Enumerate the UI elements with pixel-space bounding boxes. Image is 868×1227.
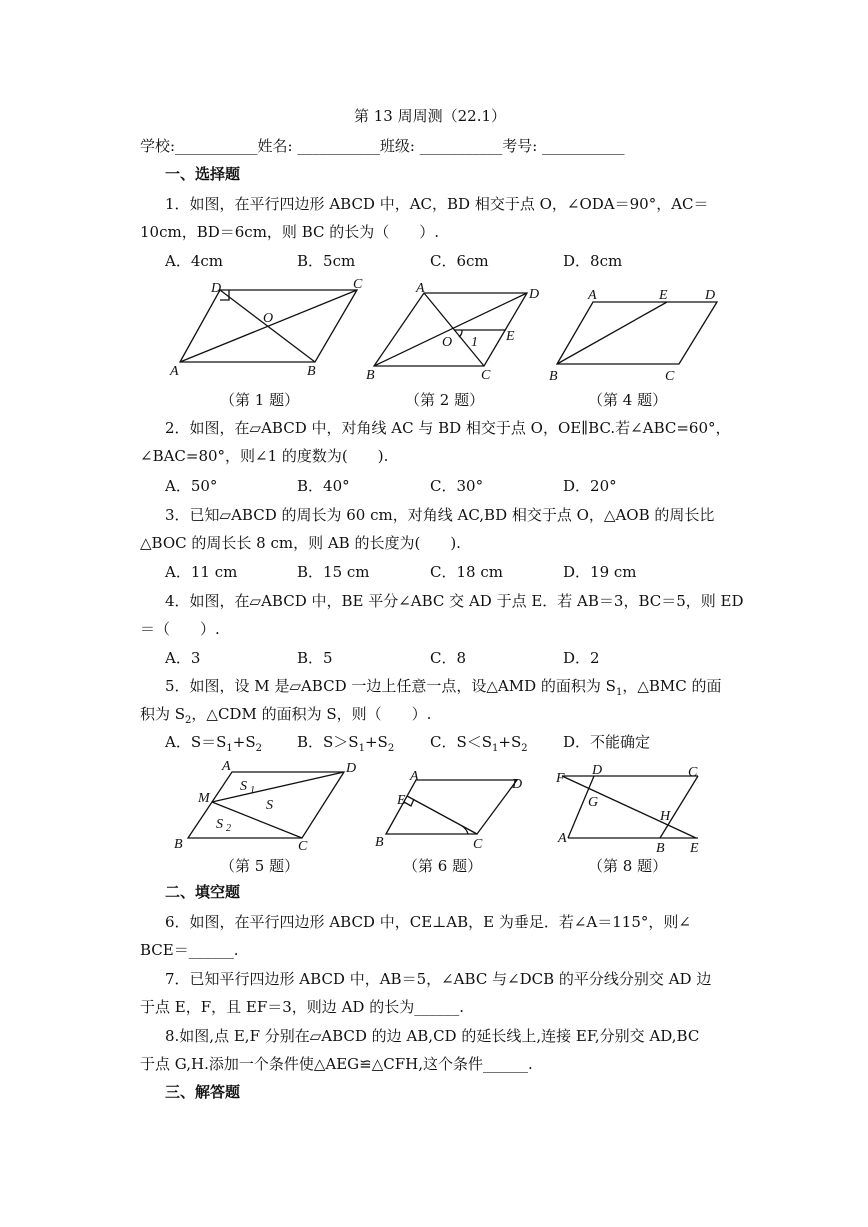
fig5-label-s2-sub: 2 [226,823,231,834]
q5-option-d: D．不能确定 [563,733,651,751]
fig5-label-d: D [346,761,357,776]
fig8-caption: （第 8 题） [588,857,668,875]
fig1-label-a: A [170,364,179,379]
q5-opt-c-sub1: 1 [492,743,499,754]
q5-opt-b-sub1: 1 [358,743,365,754]
fig6-caption: （第 6 题） [403,857,483,875]
q3-line2: △BOC 的周长长 8 cm，则 AB 的长度为( ). [140,534,461,552]
q5-line2-b: ，△CDM 的面积为 S，则（ ）. [191,705,432,723]
q6-line1: 6．如图，在平行四边形 ABCD 中，CE⊥AB，E 为垂足．若∠A＝115°，则∠ [165,913,691,931]
q5-opt-a-sub1: 1 [226,743,233,754]
fig8-label-f: F [556,771,565,786]
q3-option-b: B．15 cm [297,563,370,581]
q3-option-a: A．11 cm [165,563,238,581]
fig2-caption: （第 2 题） [405,391,485,409]
q5-line2 [140,704,431,731]
page-title: 第 13 周周测（22.1） [354,107,507,125]
fig5-label-m: M [198,791,210,806]
fig1-label-b: B [307,364,316,379]
q5-opt-c-mid: +S [498,733,522,751]
section-title-choice: 一、选择题 [165,165,241,183]
figure-q1 [165,276,375,381]
fig8-segment-fe [562,776,696,838]
fig4-parallelogram [557,302,717,364]
section-title-answer: 三、解答题 [165,1083,241,1101]
q5-opt-a-sub2: 2 [255,743,262,754]
fig2-label-1: 1 [471,335,478,350]
fig2-label-a: A [416,281,425,296]
q2-option-a: A．50° [165,477,218,495]
q5-line1 [165,676,722,703]
q5-sub-1: 1 [615,687,623,698]
fig8-label-e: E [690,841,699,856]
q5-line1-a: 5．如图，设 M 是▱ABCD 一边上任意一点，设△AMD 的面积为 S [165,677,616,695]
q5-opt-b-sub2: 2 [387,743,395,754]
q7-line1: 7．已知平行四边形 ABCD 中，AB＝5，∠ABC 与∠DCB 的平分线分别交 AD 边 [165,970,712,988]
q5-option-c [430,732,528,759]
figure-q4 [545,282,730,382]
fig5-label-s1: S [240,779,247,794]
fig2-label-o: O [442,335,453,350]
q3-line1: 3．已知▱ABCD 的周长为 60 cm，对角线 AC,BD 相交于点 O，△AOB 的周长比 [165,506,715,524]
q5-opt-b-text: B．S＞S [297,733,359,751]
fig6-parallelogram [386,780,517,834]
fig6-segment-ce [407,796,477,834]
q1-option-d: D．8cm [563,252,623,270]
fig1-label-c: C [353,277,363,292]
fig4-caption: （第 4 题） [588,391,668,409]
q8-line1: 8.如图,点 E,F 分别在▱ABCD 的边 AB,CD 的延长线上,连接 EF,分别交 AD,BC [165,1027,700,1045]
figure-q6 [372,768,532,858]
q5-line2-a: 积为 S [140,705,186,723]
fig4-label-c: C [665,369,675,384]
fig8-label-b: B [656,841,665,856]
fig2-label-c: C [481,368,491,383]
fig1-label-d: D [211,281,222,296]
fig5-label-b: B [174,837,183,852]
q3-option-d: D．19 cm [563,563,637,581]
q2-option-c: C．30° [430,477,484,495]
fig5-label-c: C [298,839,308,854]
figure-q5 [170,758,370,858]
fig5-label-s: S [266,798,273,813]
fig6-label-d: D [512,777,523,792]
q1-option-b: B．5cm [297,252,356,270]
q2-option-d: D．20° [563,477,617,495]
q4-option-a: A．3 [165,649,201,667]
q4-option-d: D．2 [563,649,600,667]
fig8-label-a: A [558,831,567,846]
fig5-label-s1-sub: 1 [250,785,255,796]
fig5-segment-md [212,772,344,802]
fig5-label-a: A [222,759,231,774]
fig1-diagonal-bd [220,290,315,362]
fig4-label-b: B [549,369,558,384]
fig5-caption: （第 5 题） [220,857,300,875]
q5-option-a [165,732,262,759]
q5-opt-a-mid: +S [232,733,256,751]
q2-option-b: B．40° [297,477,350,495]
fig2-label-e: E [506,329,515,344]
figure-q2 [362,278,552,383]
fig4-segment-be [557,302,667,364]
q7-line2: 于点 E，F，且 EF＝3，则边 AD 的长为______. [140,998,464,1016]
fig4-label-d: D [705,288,716,303]
q4-line2: ＝（ ）. [140,620,220,638]
fig8-label-d: D [592,763,603,778]
q2-line2: ∠BAC=80°，则∠1 的度数为( ). [140,447,389,465]
student-info-line: 学校:___________姓名: ___________班级: ___________考号: ___________ [140,137,625,155]
fig6-label-c: C [473,837,483,852]
q5-line1-b: ，△BMC 的面 [622,677,722,695]
fig1-caption: （第 1 题） [220,391,300,409]
q5-sub-2: 2 [185,715,192,726]
q5-option-b [297,732,394,759]
fig6-label-e: E [397,793,406,808]
fig2-label-d: D [529,287,540,302]
fig1-label-o: O [263,311,274,326]
section-title-fill: 二、填空题 [165,883,241,901]
fig2-angle-1-arc [459,330,462,337]
fig5-label-s2: S [216,817,223,832]
q8-line2: 于点 G,H.添加一个条件使△AEG≌△CFH,这个条件______. [140,1055,533,1073]
q5-opt-c-sub2: 2 [521,743,528,754]
q2-line1: 2．如图，在▱ABCD 中，对角线 AC 与 BD 相交于点 O，OE∥BC.若∠ABC=60°， [165,419,731,437]
q6-line2: BCE＝______. [140,941,239,959]
q1-option-c: C．6cm [430,252,489,270]
q1-option-a: A．4cm [165,252,224,270]
q5-opt-b-mid: +S [364,733,388,751]
fig8-label-c: C [688,765,698,780]
q3-option-c: C．18 cm [430,563,503,581]
fig2-label-b: B [366,368,375,383]
q5-opt-a-text: A．S＝S [165,733,227,751]
q1-line2: 10cm，BD＝6cm，则 BC 的长为（ ）. [140,223,440,241]
fig4-label-e: E [659,288,668,303]
fig6-label-a: A [410,769,419,784]
fig6-label-b: B [375,835,384,850]
fig8-label-g: G [588,795,599,810]
q5-opt-c-text: C．S＜S [430,733,493,751]
q1-line1: 1．如图，在平行四边形 ABCD 中，AC，BD 相交于点 O，∠ODA＝90°，AC＝ [165,195,709,213]
fig8-side-bc [660,776,698,838]
q4-option-c: C．8 [430,649,467,667]
q4-line1: 4．如图，在▱ABCD 中，BE 平分∠ABC 交 AD 于点 E．若 AB＝3，BC＝5，则 ED [165,592,744,610]
fig8-label-h: H [660,809,671,824]
figure-q8 [548,762,718,857]
q4-option-b: B．5 [297,649,333,667]
fig4-label-a: A [588,288,597,303]
